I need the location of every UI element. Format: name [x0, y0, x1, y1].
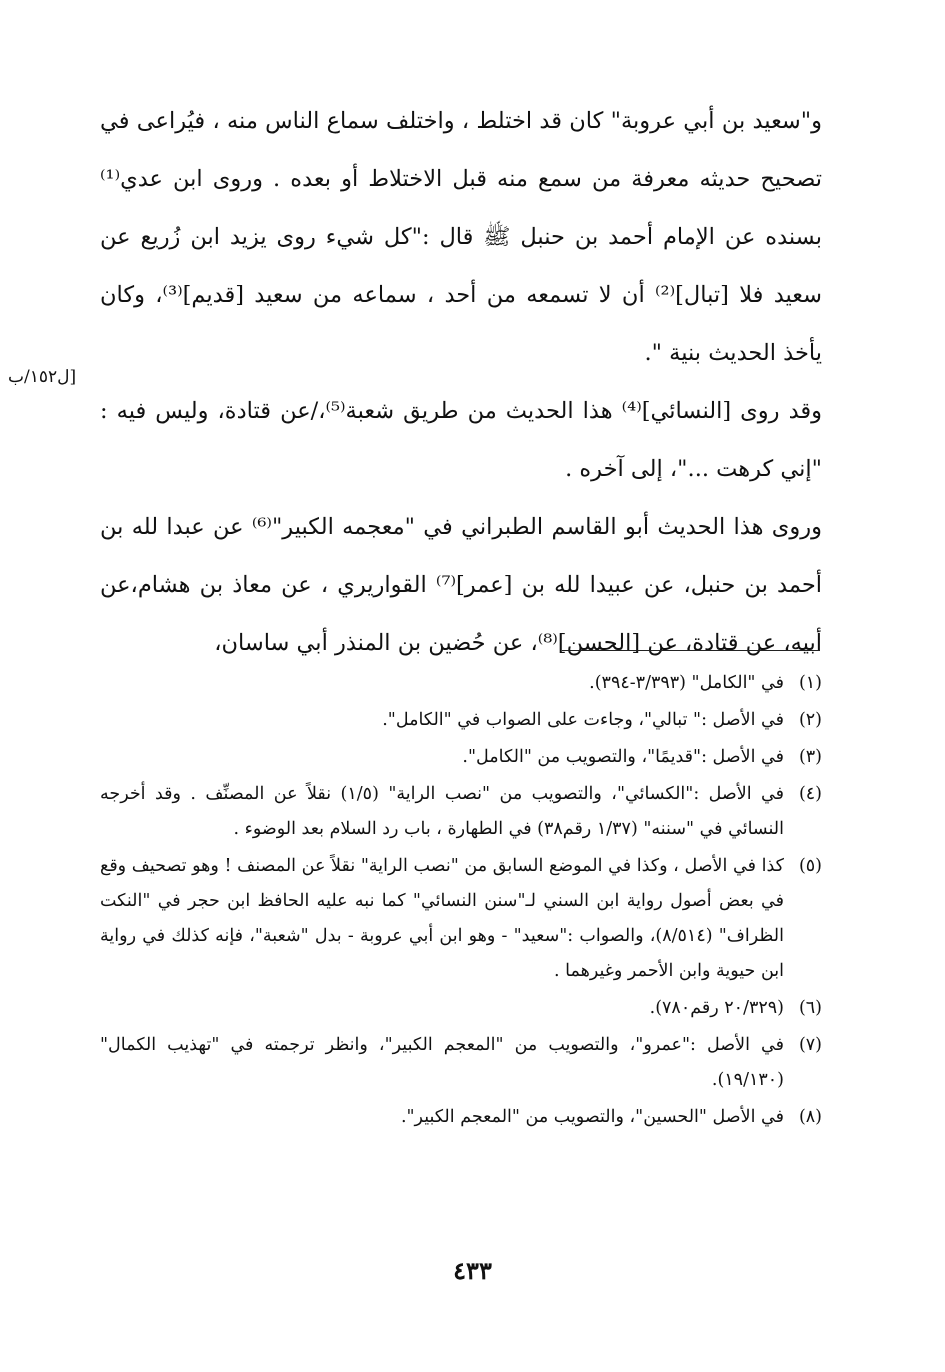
footnote-number: (٦): [798, 998, 822, 1018]
footnote-separator: [562, 650, 820, 651]
footnote-text: كذا في الأصل ، وكذا في الموضع السابق من "نصب الراية" نقلاً عن المصنف ! وهو تصحيف وقع في بعض أصول رواية ابن السني لـ"سنن النسائي" كما نبه عليه الحافظ ابن حجر في "النكت الظراف" (٨/٥١٤)، والصواب :"سعيد" - وهو ابن أبي عروبة - بدل "شعبة"، فإنه كذلك في رواية ابن حيوية وابن الأحمر وغيرهما .: [100, 856, 784, 981]
paragraph-1: و"سعيد بن أبي عروبة" كان قد اختلط ، واختلف سماع الناس منه ، فيُراعى في تصحيح حديثه معرفة من سمع منه قبل الاختلاط أو بعده . وروى ابن عدي⁽¹⁾ بسنده عن الإمام أحمد بن حنبل ﷺ قال :"كل شيء روى يزيد ابن زُريع عن سعيد فلا [تبال]⁽²⁾ أن لا تسمعه من أحد ، سماعه من سعيد [قديم]⁽³⁾، وكان يأخذ الحديث بنية ".: [100, 108, 822, 366]
footnote-text: في الأصل :"عمرو"، والتصويب من "المعجم الكبير"، وانظر ترجمته في "تهذيب الكمال" (١٩/١٣٠).: [100, 1035, 784, 1090]
paragraph-3: وروى هذا الحديث أبو القاسم الطبراني في "معجمه الكبير"⁽⁶⁾ عن عبدا لله بن أحمد بن حنبل، عن عبيدا لله بن [عمر]⁽⁷⁾ القواريري ، عن معاذ بن هشام،عن أبيه، عن قتادة، عن [الحسن]⁽⁸⁾، عن حُضين بن المنذر أبي ساسان،: [100, 514, 823, 656]
footnote-text: في الأصل :"الكسائي"، والتصويب من "نصب الراية" (١/٥) نقلاً عن المصنِّف . وقد أخرجه النسائي في "سننه" (١/٣٧ رقم٣٨) في الطهارة ، باب رد السلام بعد الوضوء .: [100, 784, 784, 839]
footnote-number: (٣): [798, 747, 822, 767]
footnote-text: في الأصل "الحسين"، والتصويب من "المعجم الكبير".: [400, 1107, 784, 1127]
footnotes-section: [100, 666, 822, 1137]
paragraph-2: وقد روى [النسائي]⁽⁴⁾ هذا الحديث من طريق شعبة⁽⁵⁾،/عن قتادة، وليس فيه : "إني كرهت ..."، إلى آخره .: [100, 398, 823, 482]
page-number: ٤٣٣: [453, 1256, 492, 1285]
footnote-text: في الأصل :"قديمًا"، والتصويب من "الكامل".: [462, 747, 784, 767]
footnote-text: في "الكامل" (٣/٣٩٣-٣٩٤).: [589, 673, 784, 693]
footnote-number: (٢): [798, 710, 822, 730]
footnote-number: (٨): [798, 1107, 822, 1127]
footnote-number: (٤): [798, 784, 822, 804]
footnote-number: (٧): [798, 1035, 822, 1055]
footnote-2: [100, 703, 822, 738]
footnote-number: (١): [798, 673, 822, 693]
footnote-text: (٢٠/٣٢٩ رقم٧٨٠).: [649, 998, 784, 1018]
footnote-6: [100, 991, 822, 1026]
main-text-body: [100, 92, 822, 672]
footnote-1: [100, 666, 822, 701]
footnote-number: (٥): [798, 856, 822, 876]
manuscript-folio-marker: [ل١٥٢/ب: [8, 367, 77, 387]
footnote-text: في الأصل :" تبالي"، وجاءت على الصواب في "الكامل".: [382, 710, 784, 730]
footnote-7: [100, 1028, 822, 1098]
footnote-4: [100, 777, 822, 847]
footnote-3: [100, 740, 822, 775]
footnote-5: [100, 849, 822, 989]
footnote-8: [100, 1100, 822, 1135]
